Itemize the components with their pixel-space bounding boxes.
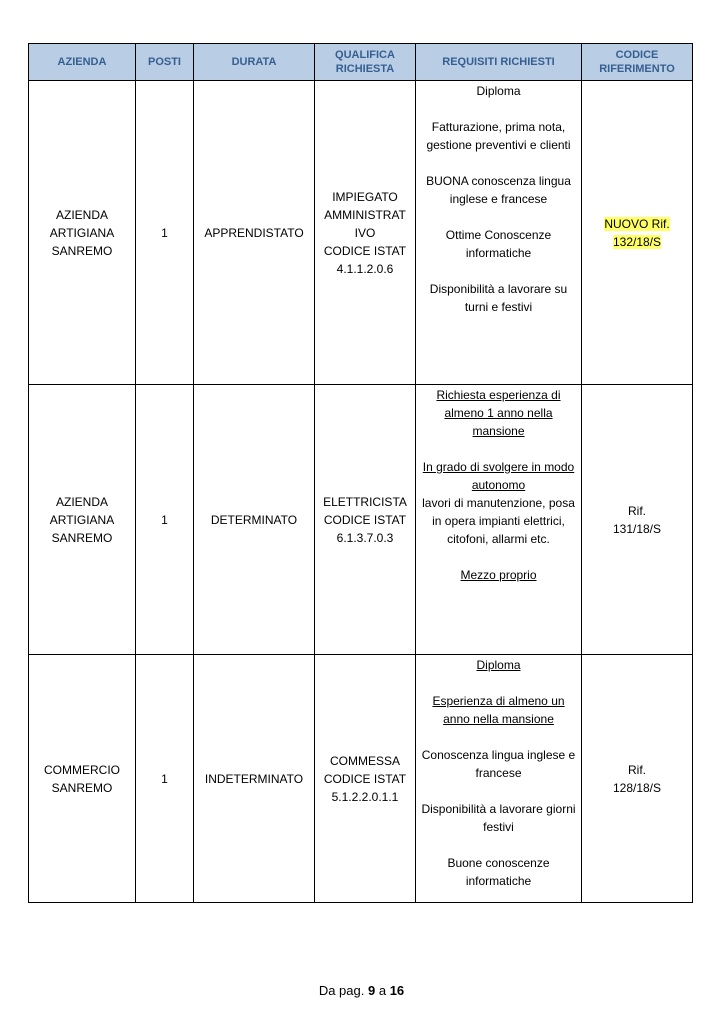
new-reference-highlight [604, 217, 669, 249]
footer-prefix: Da pag. [318, 983, 365, 998]
codice-line: 132/18/S [612, 234, 662, 249]
table-header-row [29, 44, 693, 81]
requisito-block [419, 458, 578, 548]
table-row [29, 655, 693, 903]
azienda-line: SANREMO [51, 780, 113, 795]
cell-durata: INDETERMINATO [194, 655, 315, 903]
requisito: BUONA conoscenza lingua inglese e francese [426, 174, 571, 206]
codice-line: 128/18/S [612, 780, 662, 795]
table-row [29, 385, 693, 655]
footer-total: 16 [389, 983, 405, 998]
cell-codice [582, 385, 693, 655]
qualifica-line: IVO [354, 225, 376, 240]
qualifica-line: 4.1.1.2.0.6 [336, 261, 394, 276]
requisito: lavori di manutenzione, posa in opera impianti elettrici, citofoni, allarmi etc. [422, 496, 575, 546]
header-qualifica-line2: RICHIESTA [335, 63, 395, 75]
qualifica-line: 6.1.3.7.0.3 [336, 530, 394, 545]
requisito: Conoscenza lingua inglese e francese [421, 748, 576, 780]
qualifica-line: COMMESSA [329, 753, 400, 768]
cell-codice [582, 655, 693, 903]
footer-page: 9 [367, 983, 376, 998]
qualifica-line: CODICE ISTAT [323, 512, 407, 527]
azienda-line: AZIENDA [55, 207, 108, 222]
header-posti: POSTI [136, 44, 194, 81]
azienda-line: AZIENDA [55, 494, 108, 509]
cell-qualifica [315, 385, 416, 655]
header-codice [582, 44, 693, 81]
requisito: Disponibilità a lavorare giorni festivi [421, 802, 576, 834]
header-azienda: AZIENDA [29, 44, 136, 81]
azienda-line: SANREMO [51, 243, 113, 258]
requisito: Esperienza di almeno un anno nella mansione [432, 694, 565, 726]
azienda-line: ARTIGIANA [49, 225, 115, 240]
header-codice-line2: RIFERIMENTO [599, 63, 675, 75]
job-offers-table [28, 43, 693, 903]
cell-posti: 1 [136, 81, 194, 385]
cell-azienda [29, 81, 136, 385]
requisito: Diploma [476, 84, 521, 98]
cell-qualifica [315, 655, 416, 903]
qualifica-line: CODICE ISTAT [323, 771, 407, 786]
codice-line: NUOVO Rif. [604, 216, 670, 231]
table-row [29, 81, 693, 385]
requisito: Ottime Conoscenze informatiche [445, 228, 552, 260]
cell-posti: 1 [136, 385, 194, 655]
header-codice-line1: CODICE [615, 49, 659, 61]
footer-sep: a [378, 983, 387, 998]
qualifica-line: ELETTRICISTA [323, 494, 407, 509]
azienda-line: SANREMO [51, 530, 113, 545]
codice-line: Rif. [628, 762, 646, 777]
qualifica-line: CODICE ISTAT [323, 243, 407, 258]
cell-requisiti [416, 81, 582, 385]
cell-requisiti [416, 655, 582, 903]
cell-posti: 1 [136, 655, 194, 903]
requisito: Fatturazione, prima nota, gestione preventivi e clienti [426, 120, 571, 152]
header-durata: DURATA [194, 44, 315, 81]
requisito: In grado di svolgere in modo autonomo [422, 460, 575, 492]
cell-codice [582, 81, 693, 385]
cell-azienda [29, 655, 136, 903]
cell-azienda [29, 385, 136, 655]
requisito: Disponibilità a lavorare su turni e festivi [429, 282, 568, 314]
header-qualifica-line1: QUALIFICA [335, 49, 395, 61]
qualifica-line: AMMINISTRAT [324, 207, 406, 222]
requisito: Mezzo proprio [460, 568, 537, 582]
cell-requisiti [416, 385, 582, 655]
requisito: Diploma [476, 658, 521, 672]
codice-line: Rif. [628, 503, 646, 518]
cell-durata: DETERMINATO [194, 385, 315, 655]
requisito: Richiesta esperienza di almeno 1 anno nella mansione [436, 388, 561, 438]
page-footer [0, 983, 723, 998]
azienda-line: ARTIGIANA [49, 512, 115, 527]
header-requisiti: REQUISITI RICHIESTI [416, 44, 582, 81]
qualifica-line: 5.1.2.2.0.1.1 [331, 789, 399, 804]
header-qualifica [315, 44, 416, 81]
requisito: Buone conoscenze informatiche [447, 856, 550, 888]
qualifica-line: IMPIEGATO [332, 189, 398, 204]
cell-durata: APPRENDISTATO [194, 81, 315, 385]
azienda-line: COMMERCIO [44, 762, 120, 777]
cell-qualifica [315, 81, 416, 385]
codice-line: 131/18/S [612, 521, 662, 536]
